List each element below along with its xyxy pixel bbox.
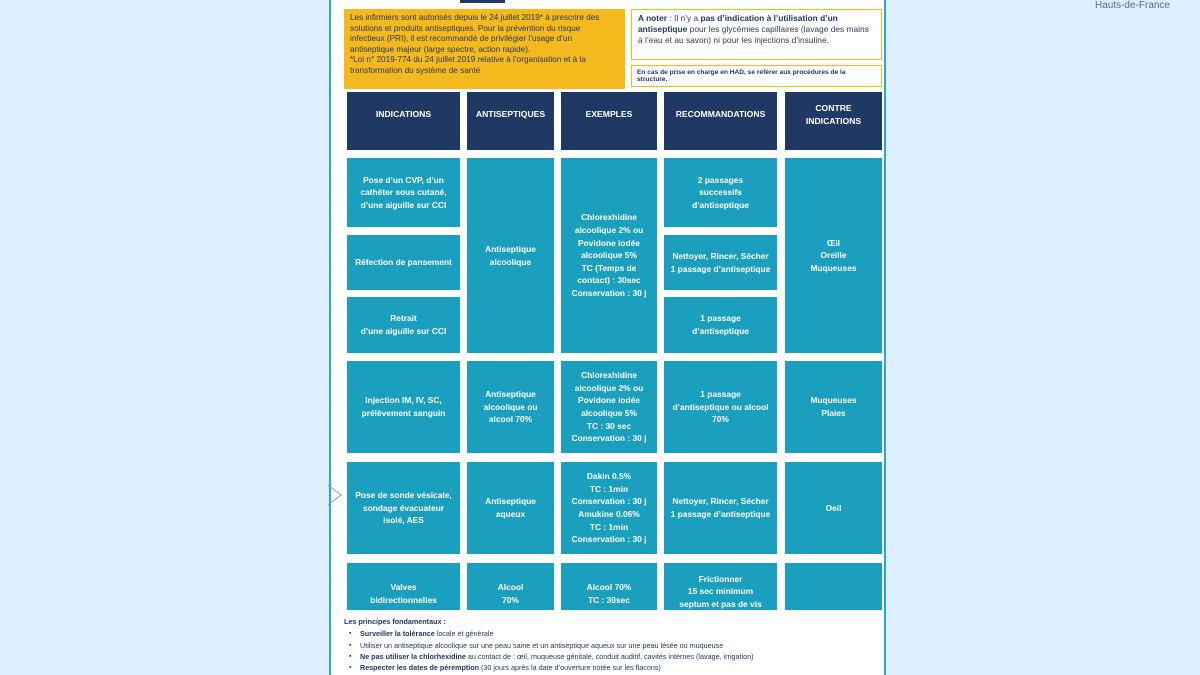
principle-item: [360, 628, 884, 639]
region-label: Hauts-de-France: [1094, 0, 1170, 11]
a-noter-sep: : Il n’y a: [667, 13, 701, 23]
principles-list: [344, 628, 884, 673]
a-noter-bold: pas d’indication à l’utilisation d’un antiseptique: [638, 13, 838, 35]
recommandation-cell: 2 passages successifs d’antiseptique: [664, 158, 777, 227]
a-noter-box: [631, 9, 882, 60]
indication-cell: Pose d’un CVP, d’un cathéter sous cutané, d’une aiguille sur CCI: [347, 158, 460, 227]
recommandation-cell: Nettoyer, Rincer, Sécher 1 passage d’antiseptique: [664, 462, 777, 554]
antiseptique-cell: Alcool 70%: [467, 563, 554, 610]
principles-section: [344, 616, 884, 673]
contre-indication-cell: Oeil: [785, 462, 882, 554]
principle-item: [360, 640, 884, 651]
principle-text: (30 jours après la date d’ouverture notée sur les flacons): [479, 663, 661, 673]
recommandation-cell: Nettoyer, Rincer, Sécher 1 passage d’antiseptique: [664, 235, 777, 290]
header-indications: INDICATIONS: [347, 92, 460, 150]
indication-cell: Pose de sonde vésicale, sondage évacuateur isolé, AES: [347, 462, 460, 554]
exemple-cell: Chlorexhidine alcoolique 2% ou Povidone iodée alcoolique 5% TC : 30 sec Conservation : 30 j: [561, 361, 657, 453]
principle-text: au contact de : œil, muqueuse génitale, conduit auditif, cavités internes (lavage, irrigation): [465, 651, 754, 661]
recommandation-cell: Frictionner 15 sec minimum septum et pas de vis: [664, 563, 777, 610]
note-line: antiseptique majeur (large spectre, action rapide).: [350, 44, 531, 54]
bracket-mark-icon: [325, 483, 345, 507]
principle-item: [360, 662, 884, 673]
exemple-cell: Alcool 70% TC : 30sec: [561, 563, 657, 610]
principle-item: [360, 651, 884, 662]
contre-indication-cell: Muqueuses Plaies: [785, 361, 882, 453]
principle-bold: Respecter les dates de péremption: [360, 663, 480, 673]
note-line: solutions et produits antiseptiques. Pour la prévention du risque: [350, 23, 581, 33]
antiseptique-cell: Antiseptique aqueux: [467, 462, 554, 554]
header-antiseptiques: ANTISEPTIQUES: [467, 92, 554, 150]
header-exemples: EXEMPLES: [561, 92, 657, 150]
antiseptique-cell: Antiseptique alcoolique: [467, 158, 554, 353]
recommandation-cell: 1 passage d’antiseptique ou alcool 70%: [664, 361, 777, 453]
principle-bold: Ne pas utiliser la chlorhexidine: [360, 651, 466, 661]
title-fragment-bar: [460, 0, 505, 3]
contre-indication-cell: Œil Oreille Muqueuses: [785, 158, 882, 353]
antiseptique-cell: Antiseptique alcoolique ou alcool 70%: [467, 361, 554, 453]
had-note: En cas de prise en charge en HAD, se référer aux procédures de la structure.: [631, 65, 882, 87]
note-line: transformation du système de santé: [350, 65, 481, 75]
header-recommandations: RECOMMANDATIONS: [664, 92, 777, 150]
indication-cell: Retrait d’une aiguille sur CCI: [347, 297, 460, 353]
note-line: infectieux (PRI), il est recommandé de privilégier l’usage d’un: [350, 34, 573, 44]
indication-cell: Réfection de pansement: [347, 235, 460, 290]
contre-indication-cell: [785, 563, 882, 610]
indication-cell: Valves bidirectionnelles: [347, 563, 460, 610]
principle-text: locale et générale: [434, 629, 494, 639]
a-noter-label: A noter: [638, 13, 668, 23]
header-contre-indications: CONTRE INDICATIONS: [785, 92, 882, 150]
exemple-cell: Dakin 0.5% TC : 1min Conservation : 30 j Amukine 0.06% TC : 1min Conservation : 30 j: [561, 462, 657, 554]
exemple-cell: Chlorexhidine alcoolique 2% ou Povidone iodée alcoolique 5% TC (Temps de contact) : 30sec Conservation : 30 j: [561, 158, 657, 353]
note-line: *Loi n° 2019-774 du 24 juillet 2019 relative à l’organisation et à la: [350, 55, 586, 65]
recommandation-cell: 1 passage d’antiseptique: [664, 297, 777, 353]
prescription-note: [344, 9, 625, 89]
principles-title: Les principes fondamentaux :: [344, 617, 446, 626]
principle-bold: Surveiller la tolérance: [360, 629, 435, 639]
note-line: Les infirmiers sont autorisés depuis le 24 juillet 2019* à prescrire des: [350, 13, 600, 22]
indication-cell: Injection IM, IV, SC, prélèvement sanguin: [347, 361, 460, 453]
a-noter-text: pour les glycémies capillaires (lavage des mains à l’eau et au savon) ni pour les injections d’insuline.: [638, 24, 869, 46]
principle-text: Utiliser un antiseptique alcoolique sur une peau saine et un antiseptique aqueux sur une peau lésée ou muqueuse: [360, 640, 724, 650]
